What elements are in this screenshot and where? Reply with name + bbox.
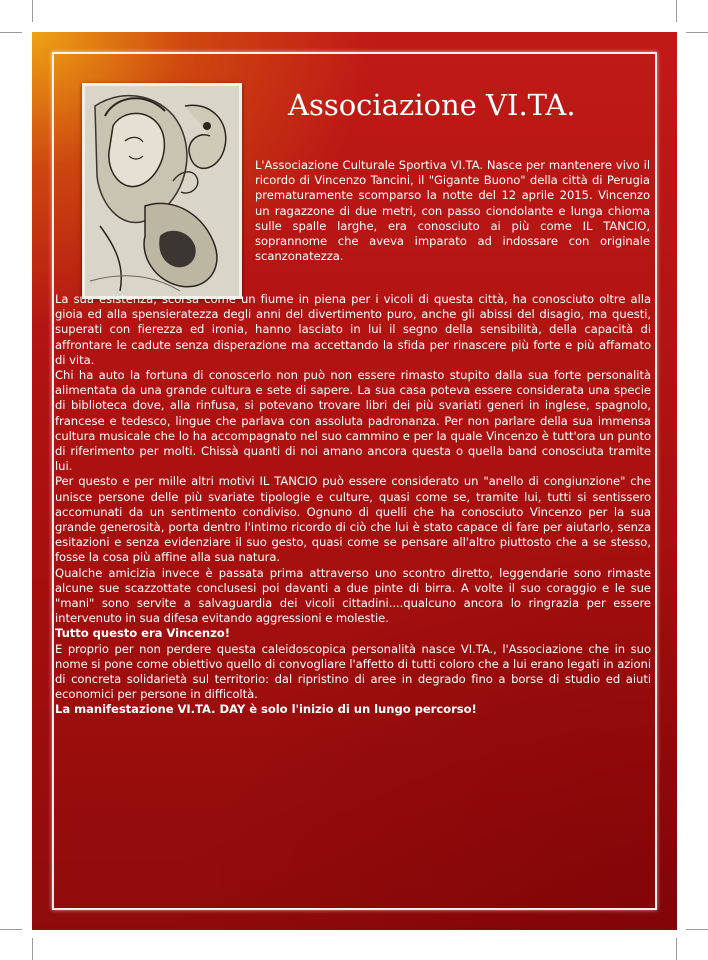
- flyer-page: [32, 32, 677, 930]
- highlight-line: Tutto questo era Vincenzo!: [55, 626, 230, 641]
- crop-mark-top-right-v: [676, 0, 677, 22]
- paragraph-existence: La sua esistenza, scorsa come un fiume in piena per i vicoli di questa città, ha conosciuto oltre alla gioia ed alla spensieratezza degli anni del divertimento puro, anche gli abissi del disagio, ma questi, superati con fierezza ed ironia, hanno lasciato in lui il segno della sensibilità, della capacità di affrontare le cadute senza disperazione ma accettando la sfida per rinascere più forte e più affamato di vita.: [55, 292, 651, 367]
- intro-text: [255, 158, 650, 264]
- artwork-picture: [82, 83, 242, 299]
- final-line: La manifestazione VI.TA. DAY è solo l'inizio di un lungo percorso!: [55, 702, 477, 717]
- paragraph-friendship: Qualche amicizia invece è passata prima attraverso uno scontro diretto, leggendarie sono rimaste alcune sue scazzottate conclusesi poi davanti a due pinte di birra. A volte il suo coraggio e le sue "mani" sono servite a salvaguardia dei vicoli cittadini....qualcuno ancora lo ringrazia per essere intervenuto in sua difesa evitando aggressioni e molestie.: [55, 565, 651, 626]
- crop-mark-top-left-h: [0, 32, 22, 33]
- paragraph-personality: Chi ha auto la fortuna di conoscerlo non può non essere rimasto stupito dalla sua forte personalità alimentata da una grande cultura e sete di sapere. La sua casa poteva essere considerata una specie di biblioteca dove, alla rinfusa, si potevano trovare libri dei più svariati generi in inglese, spagnolo, francese e tedesco, lingue che parlava con assoluta padronanza. Per non parlare della sua immensa cultura musicale che lo ha accompagnato nel suo cammino e per la quale Vincenzo è tutt'ora un punto di riferimento per molti. Chissà quanti di noi amano ancora questa o quella band conosciuta tramite lui.: [55, 368, 651, 474]
- paragraph-association: E proprio per non perdere questa caleidoscopica personalità nasce VI.TA., l'Associazione che in suo nome si pone come obiettivo quello di convogliare l'affetto di tutti coloro che a lui erano legati in azioni di concreta solidarietà sul territorio: dal ripristino di aree in degrado fino a borse di studio ed aiuti economici per persone in difficoltà.: [55, 641, 651, 702]
- crop-mark-bottom-left-v: [32, 938, 33, 960]
- artwork-drawing: [85, 86, 239, 296]
- crop-mark-bottom-right-h: [686, 929, 708, 930]
- crop-mark-bottom-left-h: [0, 929, 22, 930]
- crop-mark-top-right-h: [686, 32, 708, 33]
- paragraph-connection: Per questo e per mille altri motivi IL TANCIO può essere considerato un "anello di congiunzione" che unisce persone delle più svariate tipologie e culture, quasi come se, tramite lui, tutti si sentissero accomunati da un sentimento condiviso. Ognuno di quelli che ha conosciuto Vincenzo per la sua grande generosità, porta dentro l'intimo ricordo di ciò che lui è stato capace di fare per aiutarlo, senza esitazioni e senza evidenziare il suo gesto, quasi come se pensare all'altro piuttosto che a se stesso, fosse la cosa più affine alla sua natura.: [55, 474, 651, 565]
- intro-paragraph: L'Associazione Culturale Sportiva VI.TA. Nasce per mantenere vivo il ricordo di Vincenzo Tancini, il "Gigante Buono" della città di Perugia prematuramente scomparso la notte del 12 aprile 2015. Vincenzo un ragazzone di due metri, con passo ciondolante e lunga chioma sulle spalle larghe, era conosciuto ai più come IL TANCIO, soprannome che aveva imparato ad indossare con originale scanzonatezza.: [255, 158, 650, 264]
- crop-mark-top-left-v: [32, 0, 33, 22]
- body-text: [55, 292, 651, 718]
- flyer-title: Associazione VI.TA.: [288, 88, 576, 122]
- crop-mark-bottom-right-v: [676, 938, 677, 960]
